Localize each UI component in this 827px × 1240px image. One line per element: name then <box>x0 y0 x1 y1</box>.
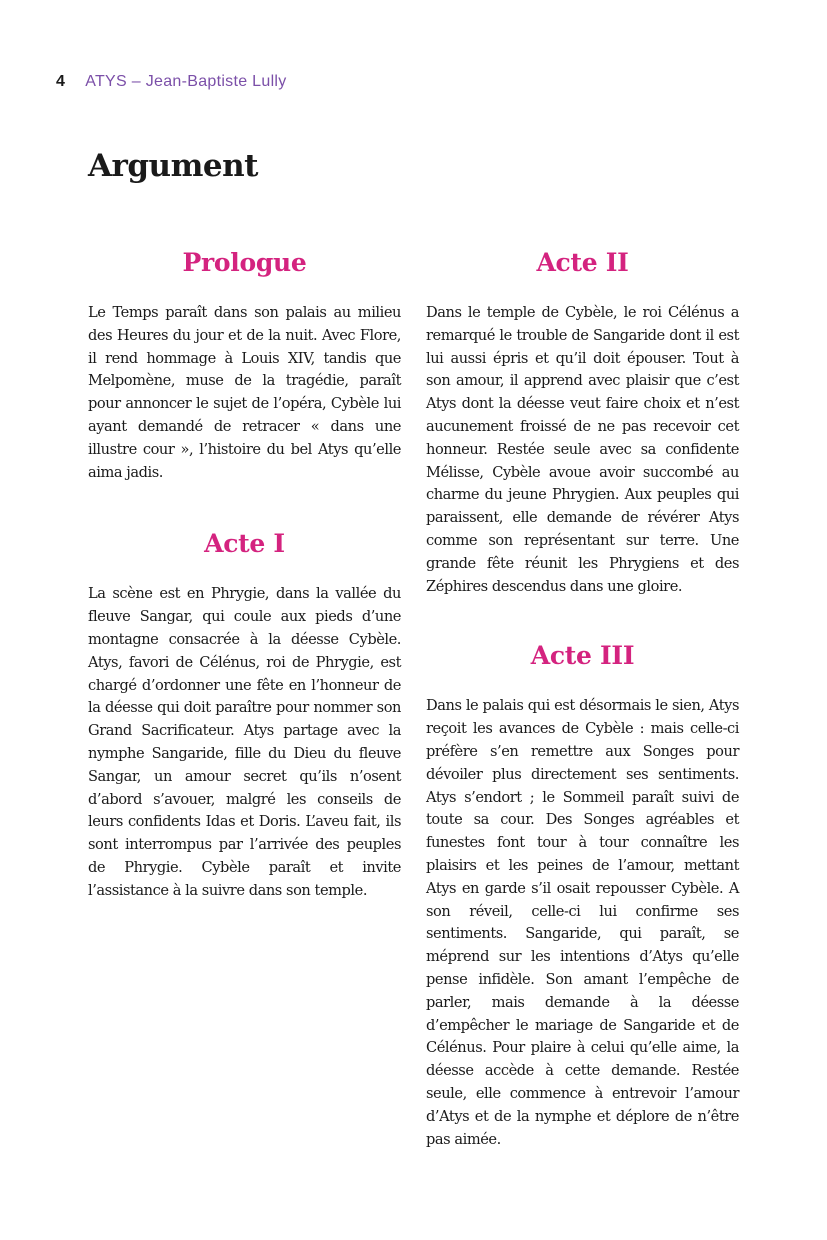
section-text-acte-1: La scène est en Phrygie, dans la vallée du fleuve Sangar, qui coule aux pieds d’une montagne consacrée à la déesse Cybèle. Atys, favori de Célénus, roi de Phrygie, est chargé d’ordonner une fête en l’honneur de la déesse qui doit paraître pour nommer son Grand Sacrificateur. Atys partage avec la nymphe Sangaride, fille du Dieu du fleuve Sangar, un amour secret qu’ils n’osent d’abord s’avouer, malgré les conseils de leurs confidents Idas et Doris. L’aveu fait, ils sont interrompus par l’arrivée des peuples de Phrygie. Cybèle paraît et invite l’assistance à la suivre dans son temple. <box>88 585 401 899</box>
section-acte-3 <box>426 639 739 1151</box>
section-heading-prologue: Prologue <box>182 248 307 277</box>
section-heading-acte-1: Acte I <box>204 529 285 559</box>
section-heading-acte-3: Acte III <box>530 641 635 671</box>
page-title: Argument <box>88 148 258 184</box>
section-text-acte-2: Dans le temple de Cybèle, le roi Célénus a remarqué le trouble de Sangaride dont il est lui aussi épris et qu’il doit épouser. Tout à son amour, il apprend avec plaisir que c’est Atys dont la déesse veut faire choix et n’est aucunement froissé de ne pas recevoir cet honneur. Restée seule avec sa confidente Mélisse, Cybèle avoue avoir succombé au charme du jeune Phrygien. Aux peuples qui paraissent, elle demande de révérer Atys comme son représentant sur terre. Une grande fête réunit les Phrygiens et des Zéphires descendus dans une gloire. <box>426 304 739 595</box>
section-heading-acte-2: Acte II <box>536 248 629 277</box>
running-head-title: ATYS – Jean-Baptiste Lully <box>85 73 287 90</box>
running-head <box>56 73 287 91</box>
section-acte-2 <box>426 246 739 598</box>
left-column <box>88 246 401 903</box>
right-column <box>426 246 739 1151</box>
section-text-acte-3: Dans le palais qui est désormais le sien, Atys reçoit les avances de Cybèle : mais celle-ci préfère s’en remettre aux Songes pour dévoiler plus directement ses sentiments. Atys s’endort ; le Sommeil paraît suivi de toute sa cour. Des Songes agréables et funestes font tour à tour connaître les plaisirs et les peines de l’amour, mettant Atys en garde s’il osait repousser Cybèle. A son réveil, celle-ci lui confirme ses sentiments. Sangaride, qui paraît, se méprend sur les intentions d’Atys qu’elle pense infidèle. Son amant l’empêche de parler, mais demande à la déesse d’empêcher le mariage de Sangaride et de Célénus. Pour plaire à celui qu’elle aime, la déesse accède à cette demande. Restée seule, elle commence à entrevoir l’amour d’Atys et de la nymphe et déplore de n’être pas aimée. <box>426 697 739 1148</box>
page-number: 4 <box>56 73 66 90</box>
section-acte-1 <box>88 527 401 902</box>
section-prologue <box>88 246 401 484</box>
section-text-prologue: Le Temps paraît dans son palais au milieu des Heures du jour et de la nuit. Avec Flore, il rend hommage à Louis XIV, tandis que Melpomène, muse de la tragédie, paraît pour annoncer le sujet de l’opéra, Cybèle lui ayant demandé de retracer « dans une illustre cour », l’histoire du bel Atys qu’elle aima jadis. <box>88 304 401 481</box>
